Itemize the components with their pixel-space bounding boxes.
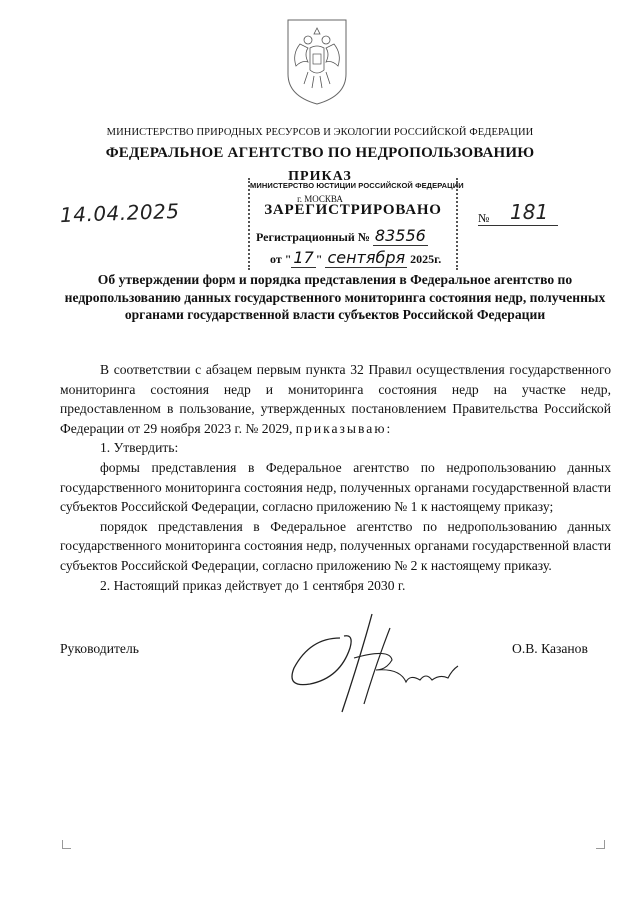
body-paragraph-approve: 1. Утвердить: <box>100 440 179 456</box>
basis-text: В соответствии с абзацем первым пункта 32 Правил осуществления государственного мониторинга состояния недр и мониторинга состояния недр на участке недр, предоставленном в пользование, утвержденных постановлением Правительства Российской Федерации от 29 ноября 2023 г. № 2029, <box>60 362 611 436</box>
page-corner-mark-left <box>62 840 71 849</box>
stamp-date-suffix: г. <box>434 252 442 266</box>
order-number-sign: № <box>478 211 490 225</box>
stamp-reg-day: 17 <box>293 248 314 267</box>
handwritten-signature <box>280 608 480 718</box>
stamp-reg-number-line <box>256 226 428 245</box>
stamp-reg-number: 83556 <box>374 226 426 245</box>
ministry-name: МИНИСТЕРСТВО ПРИРОДНЫХ РЕСУРСОВ И ЭКОЛОГИИ РОССИЙСКОЙ ФЕДЕРАЦИИ <box>106 127 534 138</box>
body-paragraph-procedure: порядок представления в Федеральное агентство по недропользованию данных государственного мониторинга состояния недр, полученных органами государственной власти субъектов Российской Федерации, согласно приложению № 2 к настоящему приказу. <box>60 518 611 573</box>
body-paragraph-validity: 2. Настоящий приказ действует до 1 сентября 2030 г. <box>100 577 406 593</box>
document-body <box>60 360 611 595</box>
stamp-registered: ЗАРЕГИСТРИРОВАНО <box>264 202 442 218</box>
coat-of-arms-icon <box>278 14 356 106</box>
registration-stamp <box>248 178 464 270</box>
stamp-date-prefix: от " <box>270 252 292 266</box>
stamp-reg-label: Регистрационный № <box>256 230 370 244</box>
stamp-reg-month: сентября <box>327 248 406 267</box>
signer-role: Руководитель <box>60 641 139 656</box>
agency-name: ФЕДЕРАЛЬНОЕ АГЕНТСТВО ПО НЕДРОПОЛЬЗОВАНИЮ <box>105 145 535 161</box>
signer-name: О.В. Казанов <box>512 641 588 656</box>
order-title: ПРИКАЗ <box>288 169 352 184</box>
document-heading: Об утверждении форм и порядка представления в Федеральное агентство по недропользованию данных государственного мониторинга состояния недр, полученных органами государственной власти субъектов Российской Федерации <box>64 272 606 323</box>
order-number-line <box>478 225 558 226</box>
order-date: 14.04.2025 <box>59 198 180 228</box>
stamp-date-line <box>270 248 441 267</box>
order-city: г. МОСКВА <box>297 194 343 204</box>
stamp-reg-year: 2025 <box>410 252 435 266</box>
body-paragraph-forms: формы представления в Федеральное агентство по недропользованию данных государственного мониторинга состояния недр, полученных органами государственной власти субъектов Российской Федерации, согласно приложению № 1 к настоящему приказу; <box>60 459 611 515</box>
stamp-date-mid: " <box>315 252 323 266</box>
page-corner-mark-right <box>596 840 605 849</box>
order-verb: приказываю: <box>295 420 393 436</box>
body-paragraph-basis <box>60 360 611 438</box>
stamp-ministry: МИНИСТЕРСТВО ЮСТИЦИИ РОССИЙСКОЙ ФЕДЕРАЦИИ <box>250 181 464 190</box>
order-number: 181 <box>510 200 549 224</box>
